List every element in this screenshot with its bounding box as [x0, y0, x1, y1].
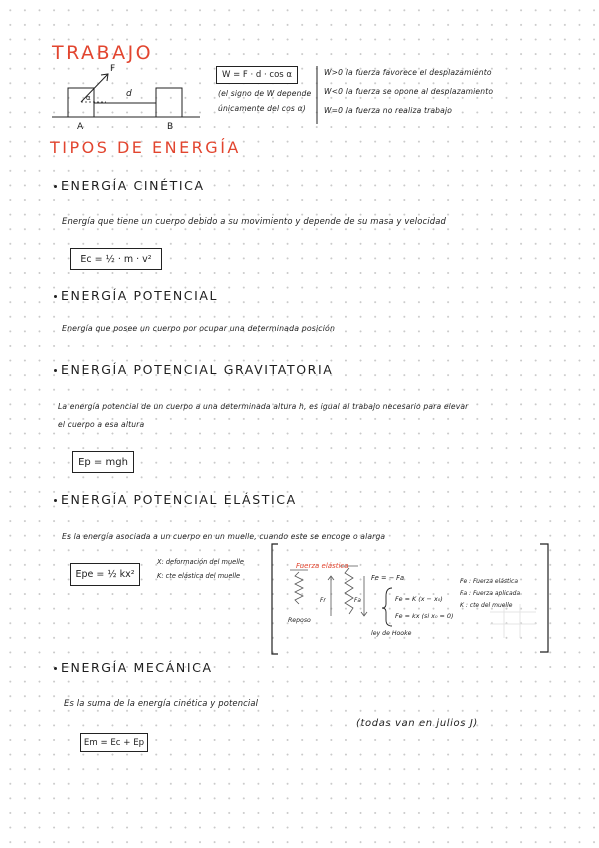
work-case-zero: W=0 la fuerza no realiza trabajo: [324, 106, 453, 115]
work-note-line1: (el signo de W depende: [218, 89, 312, 98]
gravitatoria-formula: Ep = mgh: [78, 456, 128, 468]
mecanica-description: Es la suma de la energía cinética y potencial: [64, 698, 259, 708]
elastic-box-eq-2: Fe = kx (si x₀ = 0): [395, 612, 454, 620]
elastica-legend-k: K: cte elástica del muelle: [157, 572, 241, 580]
mecanica-formula: Em = Ec + Ep: [83, 737, 145, 748]
elastic-box-fr-label: Fr: [320, 598, 326, 604]
elastic-box-legend-fe: Fe : Fuerza elástica: [460, 578, 519, 585]
potencial-heading-text: ENERGÍA POTENCIAL: [61, 288, 219, 303]
trabajo-title: TRABAJO: [52, 42, 154, 64]
point-a-label: A: [77, 122, 84, 132]
work-case-negative: W<0 la fuerza se opone al desplazamiento: [324, 87, 494, 96]
bullet-icon: [54, 667, 57, 670]
work-formula-box: [216, 66, 298, 84]
elastica-legend-x: X: deformación del muelle: [157, 558, 244, 566]
potencial-heading: [54, 288, 218, 303]
elastic-box-eq-main: Fe = − Fa: [371, 574, 405, 582]
potencial-description: Energía que posee un cuerpo por ocupar una determinada posición: [62, 324, 336, 333]
bullet-icon: [54, 185, 57, 188]
gravitatoria-formula-box: [72, 451, 134, 473]
elastica-heading-text: ENERGÍA POTENCIAL ELÁSTICA: [61, 492, 297, 507]
work-note-line2: únicamente del cos α): [218, 104, 306, 113]
elastica-heading: [54, 492, 297, 507]
gravitatoria-heading: [54, 362, 333, 377]
gravitatoria-heading-text: ENERGÍA POTENCIAL GRAVITATORIA: [61, 362, 334, 377]
mecanica-heading-text: ENERGÍA MECÁNICA: [61, 660, 213, 675]
angle-label: α: [86, 94, 91, 102]
tipos-title: TIPOS DE ENERGÍA: [50, 138, 241, 157]
bullet-icon: [54, 369, 57, 372]
elastic-box-ley: ley de Hooke: [371, 630, 412, 637]
elastica-formula-box: [70, 563, 140, 586]
cinetica-description: Energía que tiene un cuerpo debido a su movimiento y depende de su masa y velocidad: [62, 216, 447, 226]
mecanica-formula-box: [80, 733, 148, 752]
bullet-icon: [54, 295, 57, 298]
gravitatoria-description-line1: La energía potencial de un cuerpo a una determinada altura h, es igual al trabajo necesario para elevar: [58, 402, 469, 411]
elastic-box-fa-label: Fa: [354, 598, 361, 604]
elastica-formula: Epe = ½ kx²: [75, 569, 135, 580]
elastic-box-title: Fuerza elástica: [296, 562, 349, 570]
gravitatoria-description-line2: el cuerpo a esa altura: [58, 420, 145, 429]
elastic-box-legend-fa: Fa : Fuerza aplicada: [460, 590, 521, 597]
work-formula: W = F · d · cos α: [221, 70, 293, 80]
elastica-description: Es la energía asociada a un cuerpo en un muelle, cuando este se encoge o alarga: [62, 532, 386, 541]
distance-label: d: [126, 89, 132, 99]
elastic-box-legend-k: K : cte del muelle: [460, 602, 513, 609]
bullet-icon: [54, 499, 57, 502]
mecanica-note: (todas van en julios J): [356, 718, 478, 729]
elastic-box-eq-1: Fe = K (x − x₀): [395, 595, 443, 603]
point-b-label: B: [167, 122, 174, 132]
elastic-box-reposo: Reposo: [288, 617, 311, 624]
cinetica-heading: [54, 178, 205, 193]
mecanica-heading: [54, 660, 213, 675]
cinetica-formula-box: [70, 248, 162, 270]
work-cases-divider: [316, 66, 320, 126]
cinetica-heading-text: ENERGÍA CINÉTICA: [61, 178, 205, 193]
work-case-positive: W>0 la fuerza favorece el desplazamiento: [324, 68, 492, 77]
cinetica-formula: Ec = ½ · m · v²: [80, 253, 152, 265]
force-label: F: [110, 64, 116, 74]
